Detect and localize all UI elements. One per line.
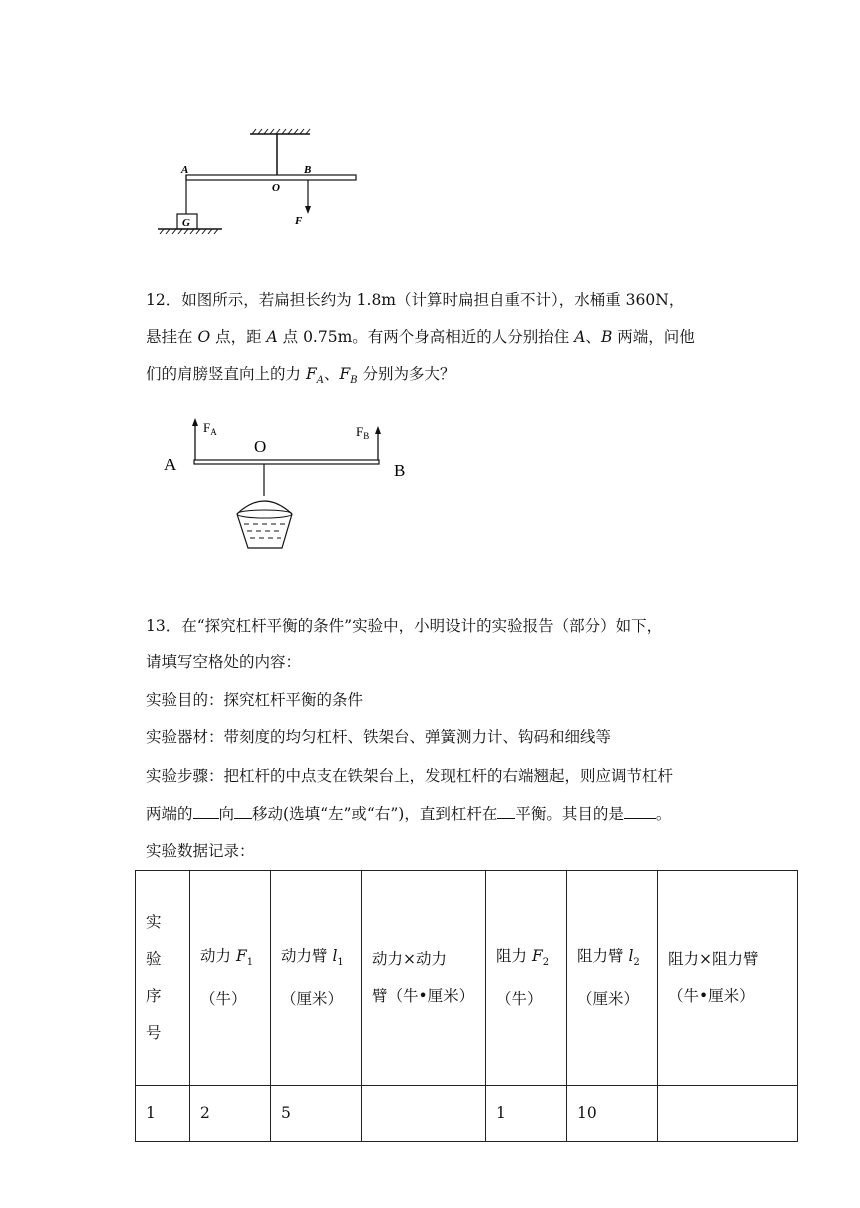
- label-O: O: [254, 437, 267, 456]
- label-B: B: [394, 461, 406, 480]
- cell-effort-force: 2: [190, 1086, 271, 1142]
- cell-effort-product: [362, 1086, 486, 1142]
- blank-1: [193, 804, 219, 819]
- q13-line-3: 实验目的：探究杠杆平衡的条件: [146, 691, 364, 709]
- experiment-data-table: [135, 870, 798, 1142]
- cell-load-product: [658, 1086, 798, 1142]
- q12-line-3: 们的肩膀竖直向上的力 $F_A$、$F_B$ 分别为多大？: [146, 365, 456, 387]
- header-load-product: 阻力×阻力臂 （牛•厘米）: [658, 871, 798, 1086]
- cell-load-force: 1: [486, 1086, 567, 1142]
- header-load-arm: 阻力臂 $l_2$ （厘米）: [567, 871, 658, 1086]
- blank-3: [497, 804, 515, 819]
- cell-effort-arm: 5: [271, 1086, 362, 1142]
- label-F: F: [295, 215, 303, 227]
- q12-line-2: 悬挂在 O 点，距 A 点 0.75m。有两个身高相近的人分别抬住 A、B 两端，问他: [146, 328, 695, 346]
- label-A: A: [181, 164, 189, 176]
- header-effort-arm: 动力臂 $l_1$ （厘米）: [271, 871, 362, 1086]
- table-row: [136, 1086, 798, 1142]
- q13-line-4: 实验器材：带刻度的均匀杠杆、铁架台、弹簧测力计、钩码和细线等: [146, 728, 612, 746]
- q13-line-5: 实验步骤：把杠杆的中点支在铁架台上，发现杠杆的右端翘起，则应调节杠杆: [146, 767, 674, 785]
- q13-line-2: 请填写空格处的内容：: [146, 653, 302, 671]
- cell-trial: 1: [136, 1086, 190, 1142]
- q13-line-6: 两端的 向 移动(选填“左”或“右”)，直到杠杆在 平衡。其目的是 。: [146, 805, 672, 823]
- q13-line-7: 实验数据记录：: [146, 842, 255, 860]
- header-effort-product: 动力×动力 臂（牛•厘米）: [362, 871, 486, 1086]
- table-header-row: [136, 871, 798, 1086]
- header-trial-number: 实 验 序 号: [136, 871, 190, 1086]
- pole-bucket-figure: [158, 410, 418, 560]
- label-FB: $F_B$: [356, 424, 370, 441]
- q13-line-1: 13．在“探究杠杆平衡的条件”实验中，小明设计的实验报告（部分）如下，: [146, 617, 663, 635]
- label-A: A: [164, 455, 177, 474]
- header-load-force: 阻力 $F_2$ （牛）: [486, 871, 567, 1086]
- cell-load-arm: 10: [567, 1086, 658, 1142]
- q12-line-1: 12．如图所示，若扁担长约为 1.8m（计算时扁担自重不计），水桶重 360N，: [146, 291, 685, 309]
- blank-4: [624, 804, 656, 819]
- label-FA: $F_A$: [203, 420, 217, 437]
- header-effort-force: 动力 $F_1$ （牛）: [190, 871, 271, 1086]
- label-O: O: [272, 182, 280, 194]
- label-G: G: [182, 217, 190, 229]
- lever-figure-1: [150, 128, 365, 240]
- label-B: B: [304, 164, 312, 176]
- blank-2: [234, 804, 252, 819]
